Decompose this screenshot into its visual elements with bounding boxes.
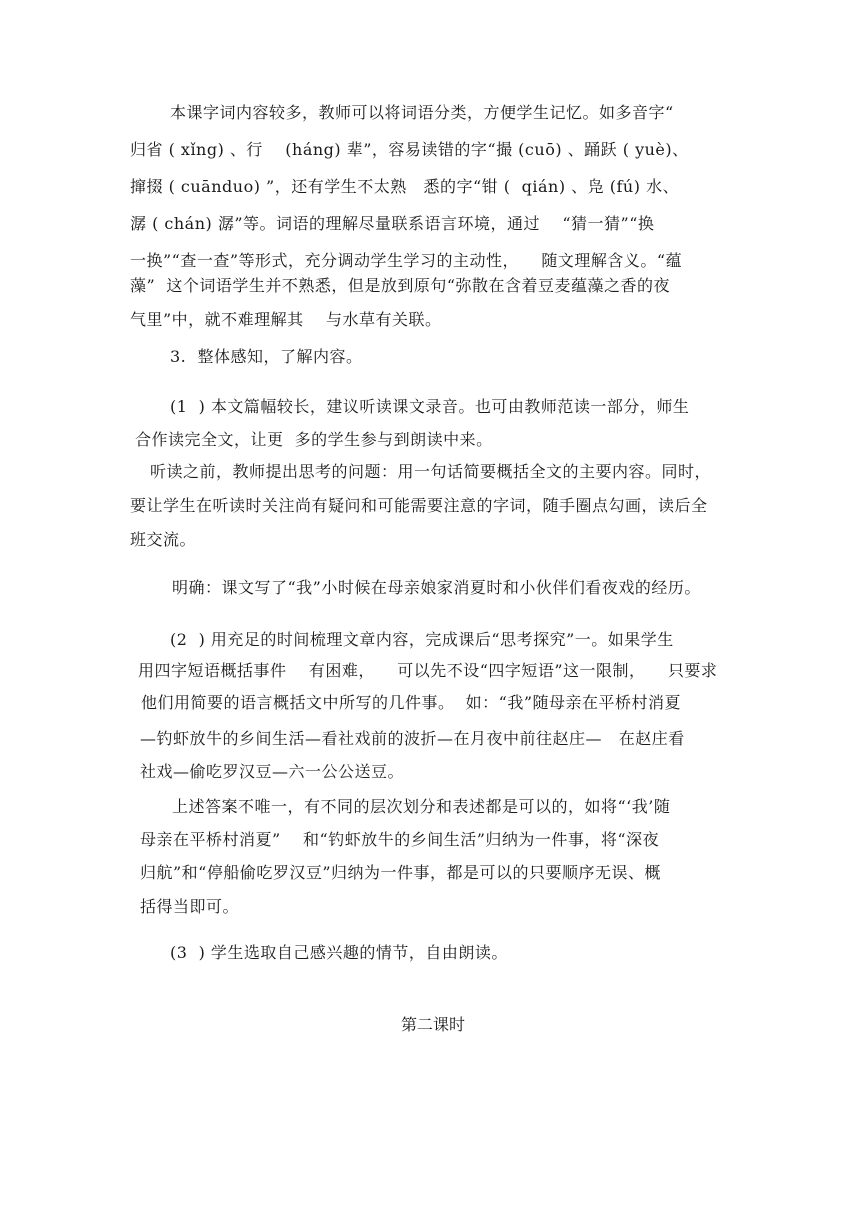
text-line: 要让学生在听读时关注尚有疑问和可能需要注意的字词，随手圈点勾画，读后全: [130, 496, 708, 515]
text-line: 听读之前，教师提出思考的问题：用一句话简要概括全文的主要内容。同时，: [150, 462, 712, 481]
text-line: 归航”和“停船偷吃罗汉豆”归纳为一件事，都是可以的只要顺序无误、概: [140, 863, 662, 882]
text-line: 明确：课文写了“我”小时候在母亲娘家消夏时和小伙伴们看夜戏的经历。: [172, 578, 701, 597]
text-line: 气里”中，就不难理解其 与水草有关联。: [130, 310, 442, 329]
text-line: 他们用简要的语言概括文中所写的几件事。 如：“我”随母亲在平桥村消夏: [141, 693, 682, 712]
text-line: 括得当即可。: [140, 897, 240, 916]
text-line: 母亲在平桥村消夏” 和“钓虾放牛的乡间生活”归纳为一件事，将“深夜: [140, 830, 660, 849]
text-line: 归省 ( xǐng) 、行 (háng) 辈”，容易读错的字“撮 (cuō) 、踊跃 ( yuè)、: [130, 140, 689, 159]
text-line: (2 ) 用充足的时间梳理文章内容，完成课后“思考探究”一。如果学生: [170, 630, 674, 649]
text-line: (1 ) 本文篇幅较长，建议听读课文录音。也可由教师范读一部分，师生: [170, 397, 690, 416]
section-title: 第二课时: [401, 1015, 466, 1034]
text-line: 撺掇 ( cuānduo) ”，还有学生不太熟 悉的字“钳 ( qián) 、凫 (fú) 水、: [130, 177, 680, 196]
text-line: 上述答案不唯一，有不同的层次划分和表述都是可以的，如将“‘我’随: [172, 797, 671, 816]
text-line: (3 ) 学生选取自己感兴趣的情节，自由朗读。: [170, 943, 508, 962]
text-line: 本课字词内容较多，教师可以将词语分类，方便学生记忆。如多音字“: [170, 103, 674, 122]
text-line: 用四字短语概括事件 有困难， 可以先不设“四字短语”这一限制， 只要求: [138, 661, 718, 680]
text-line: 合作读完全文，让更 多的学生参与到朗读中来。: [135, 430, 493, 449]
text-line: 班交流。: [130, 530, 197, 549]
text-line: —钓虾放牛的乡间生活—看社戏前的波折—在月夜中前往赵庄— 在赵庄看: [140, 729, 685, 748]
text-line: 一换”“查一查”等形式，充分调动学生学习的主动性， 随文理解含义。“蕴: [130, 251, 683, 270]
text-line: 藻” 这个词语学生并不熟悉，但是放到原句“弥散在含着豆麦蕴藻之香的夜: [130, 276, 671, 295]
text-line: 社戏—偷吃罗汉豆—六一公公送豆。: [140, 762, 405, 781]
section-heading: 3. 整体感知，了解内容。: [170, 347, 363, 366]
text-line: 潺 ( chán) 潺”等。词语的理解尽量联系语言环境，通过 “猜一猜”“换: [130, 214, 655, 233]
